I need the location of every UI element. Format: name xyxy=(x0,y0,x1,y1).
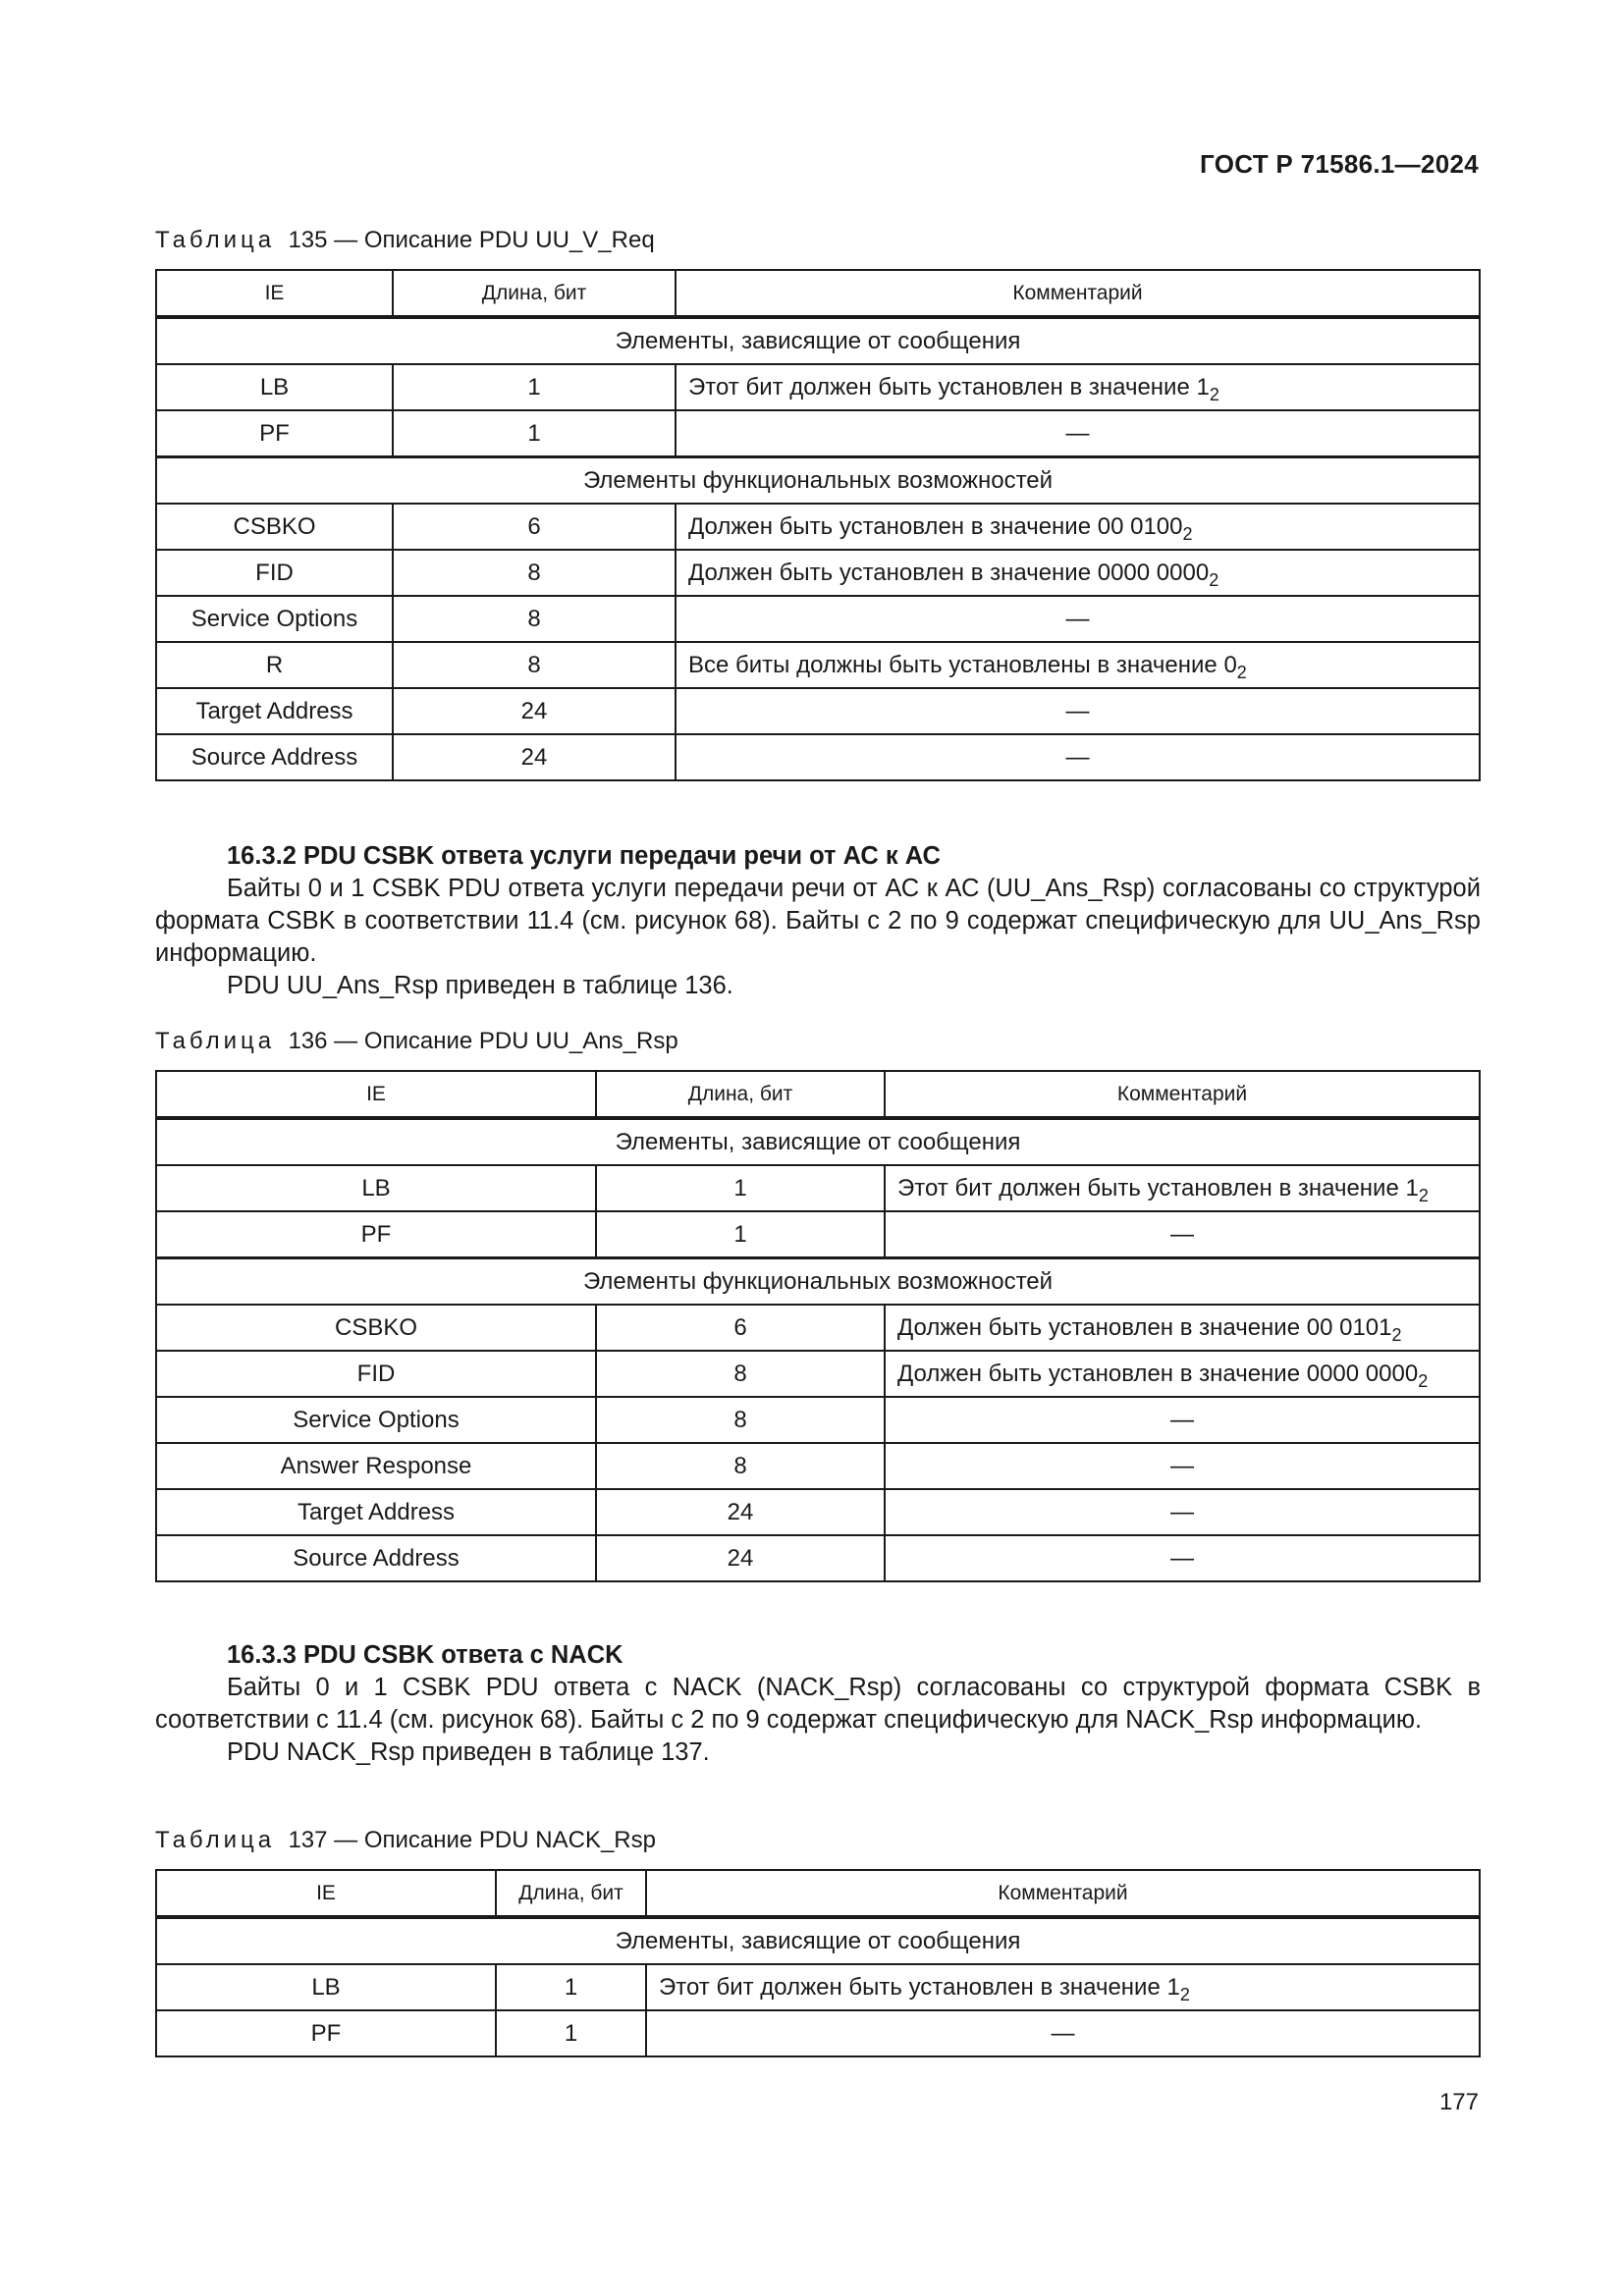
comment-cell xyxy=(885,1165,1480,1211)
paragraph: PDU NACK_Rsp приведен в таблице 137. xyxy=(227,1738,710,1766)
table-row xyxy=(156,2010,1480,2056)
subscript: 2 xyxy=(1236,662,1247,682)
table-caption xyxy=(155,1027,1481,1056)
comment-cell: — xyxy=(885,1489,1480,1535)
length-cell: 1 xyxy=(496,1964,646,2010)
caption-text: 136 — Описание PDU UU_Ans_Rsp xyxy=(288,1028,678,1054)
subscript: 2 xyxy=(1418,1185,1429,1205)
table-section-row xyxy=(156,1917,1480,1964)
table-row xyxy=(156,364,1480,410)
ie-cell: CSBKO xyxy=(156,1305,596,1351)
table-row xyxy=(156,734,1480,780)
col-ie-header: IE xyxy=(156,1071,596,1118)
section-title: Элементы функциональных возможностей xyxy=(156,457,1480,505)
length-cell: 1 xyxy=(496,2010,646,2056)
comment-text: Этот бит должен быть установлен в значение 1 xyxy=(659,1973,1180,2001)
comment-text: Должен быть установлен в значение 00 0100 xyxy=(688,512,1183,540)
ie-cell: PF xyxy=(156,2010,496,2056)
table-row xyxy=(156,642,1480,688)
table-135-block xyxy=(155,226,1481,781)
ie-cell: Source Address xyxy=(156,1535,596,1581)
table-header-row xyxy=(156,1071,1480,1118)
paragraph: Байты 0 и 1 CSBK PDU ответа услуги передачи речи от АС к АС (UU_Ans_Rsp) согласованы со структурой формата CSBK в соответствии 11.4 (см. рисунок 68). Байты с 2 по 9 содержат специфическую для UU_Ans_Rsp информацию. xyxy=(155,875,1481,967)
ie-cell: LB xyxy=(156,364,393,410)
length-cell: 6 xyxy=(393,504,676,550)
table-row xyxy=(156,1211,1480,1258)
comment-cell: — xyxy=(885,1397,1480,1443)
table-row xyxy=(156,410,1480,457)
table-section-row xyxy=(156,1258,1480,1306)
comment-cell: — xyxy=(885,1211,1480,1258)
section-heading: 16.3.3 PDU CSBK ответа с NACK xyxy=(227,1641,623,1669)
length-cell: 8 xyxy=(393,596,676,642)
length-cell: 8 xyxy=(596,1351,885,1397)
table-136 xyxy=(155,1070,1481,1582)
length-cell: 24 xyxy=(596,1535,885,1581)
comment-cell: — xyxy=(885,1443,1480,1489)
table-row xyxy=(156,504,1480,550)
table-header-row xyxy=(156,270,1480,317)
ie-cell: Target Address xyxy=(156,688,393,734)
comment-cell xyxy=(676,550,1480,596)
table-row xyxy=(156,596,1480,642)
subscript: 2 xyxy=(1391,1324,1402,1345)
comment-text: Должен быть установлен в значение 0000 0000 xyxy=(897,1360,1419,1387)
ie-cell: Target Address xyxy=(156,1489,596,1535)
length-cell: 1 xyxy=(393,364,676,410)
ie-cell: R xyxy=(156,642,393,688)
col-comment-header: Комментарий xyxy=(676,270,1480,317)
col-ie-header: IE xyxy=(156,270,393,317)
length-cell: 8 xyxy=(596,1397,885,1443)
ie-cell: CSBKO xyxy=(156,504,393,550)
page-number: 177 xyxy=(1438,2089,1479,2115)
col-length-header: Длина, бит xyxy=(393,270,676,317)
subscript: 2 xyxy=(1209,384,1219,404)
section-heading: 16.3.2 PDU CSBK ответа услуги передачи речи от АС к АС xyxy=(227,842,941,870)
table-row xyxy=(156,1489,1480,1535)
paragraph: Байты 0 и 1 CSBK PDU ответа с NACK (NACK_Rsp) согласованы со структурой формата CSBK в соответствии с 11.4 (см. рисунок 68). Байты с 2 по 9 содержат специфическую для NACK_Rsp информацию. xyxy=(155,1674,1481,1734)
comment-cell xyxy=(676,642,1480,688)
comment-cell xyxy=(885,1305,1480,1351)
ie-cell: Service Options xyxy=(156,1397,596,1443)
table-header-row xyxy=(156,1870,1480,1917)
paragraph: PDU UU_Ans_Rsp приведен в таблице 136. xyxy=(227,972,733,999)
ie-cell: Answer Response xyxy=(156,1443,596,1489)
length-cell: 6 xyxy=(596,1305,885,1351)
table-row xyxy=(156,1443,1480,1489)
caption-text: 135 — Описание PDU UU_V_Req xyxy=(288,227,655,253)
table-section-row xyxy=(156,317,1480,364)
table-caption xyxy=(155,1826,1481,1855)
subscript: 2 xyxy=(1182,523,1193,544)
table-row xyxy=(156,1964,1480,2010)
comment-text: Должен быть установлен в значение 0000 0000 xyxy=(688,559,1210,586)
col-length-header: Длина, бит xyxy=(596,1071,885,1118)
table-row xyxy=(156,688,1480,734)
subscript: 2 xyxy=(1209,569,1219,590)
length-cell: 8 xyxy=(393,550,676,596)
table-row xyxy=(156,550,1480,596)
ie-cell: PF xyxy=(156,1211,596,1258)
table-row xyxy=(156,1305,1480,1351)
section-title: Элементы, зависящие от сообщения xyxy=(156,1118,1480,1165)
col-ie-header: IE xyxy=(156,1870,496,1917)
table-row xyxy=(156,1165,1480,1211)
comment-cell xyxy=(646,1964,1480,2010)
caption-word: Таблица xyxy=(155,227,276,253)
length-cell: 24 xyxy=(393,688,676,734)
comment-cell: — xyxy=(676,596,1480,642)
length-cell: 24 xyxy=(393,734,676,780)
table-caption xyxy=(155,226,1481,255)
ie-cell: Source Address xyxy=(156,734,393,780)
subscript: 2 xyxy=(1418,1370,1429,1391)
table-row xyxy=(156,1351,1480,1397)
comment-text: Этот бит должен быть установлен в значение 1 xyxy=(688,373,1210,400)
comment-text: Все биты должны быть установлены в значение 0 xyxy=(688,651,1237,678)
ie-cell: FID xyxy=(156,1351,596,1397)
comment-cell: — xyxy=(676,688,1480,734)
length-cell: 1 xyxy=(596,1211,885,1258)
col-comment-header: Комментарий xyxy=(885,1071,1480,1118)
section-16-3-3 xyxy=(155,1638,1481,1769)
table-137-block xyxy=(155,1826,1481,2057)
ie-cell: Service Options xyxy=(156,596,393,642)
section-title: Элементы, зависящие от сообщения xyxy=(156,317,1480,364)
ie-cell: FID xyxy=(156,550,393,596)
comment-cell: — xyxy=(676,734,1480,780)
comment-cell xyxy=(676,504,1480,550)
table-row xyxy=(156,1397,1480,1443)
comment-text: Этот бит должен быть установлен в значение 1 xyxy=(897,1174,1419,1201)
caption-text: 137 — Описание PDU NACK_Rsp xyxy=(288,1827,656,1853)
table-135 xyxy=(155,269,1481,781)
length-cell: 1 xyxy=(393,410,676,457)
ie-cell: LB xyxy=(156,1165,596,1211)
document-code: ГОСТ Р 71586.1—2024 xyxy=(1200,149,1479,179)
length-cell: 8 xyxy=(393,642,676,688)
length-cell: 8 xyxy=(596,1443,885,1489)
comment-cell xyxy=(885,1351,1480,1397)
comment-text: Должен быть установлен в значение 00 0101 xyxy=(897,1313,1392,1341)
ie-cell: LB xyxy=(156,1964,496,2010)
table-row xyxy=(156,1535,1480,1581)
caption-word: Таблица xyxy=(155,1827,276,1853)
table-137 xyxy=(155,1869,1481,2057)
subscript: 2 xyxy=(1179,1984,1190,2004)
ie-cell: PF xyxy=(156,410,393,457)
table-136-block xyxy=(155,1027,1481,1582)
length-cell: 24 xyxy=(596,1489,885,1535)
table-section-row xyxy=(156,1118,1480,1165)
comment-cell xyxy=(676,364,1480,410)
length-cell: 1 xyxy=(596,1165,885,1211)
comment-cell: — xyxy=(646,2010,1480,2056)
table-section-row xyxy=(156,457,1480,505)
comment-cell: — xyxy=(885,1535,1480,1581)
section-title: Элементы функциональных возможностей xyxy=(156,1258,1480,1306)
col-length-header: Длина, бит xyxy=(496,1870,646,1917)
comment-cell: — xyxy=(676,410,1480,457)
section-16-3-2 xyxy=(155,839,1481,1002)
col-comment-header: Комментарий xyxy=(646,1870,1480,1917)
section-title: Элементы, зависящие от сообщения xyxy=(156,1917,1480,1964)
caption-word: Таблица xyxy=(155,1028,276,1054)
